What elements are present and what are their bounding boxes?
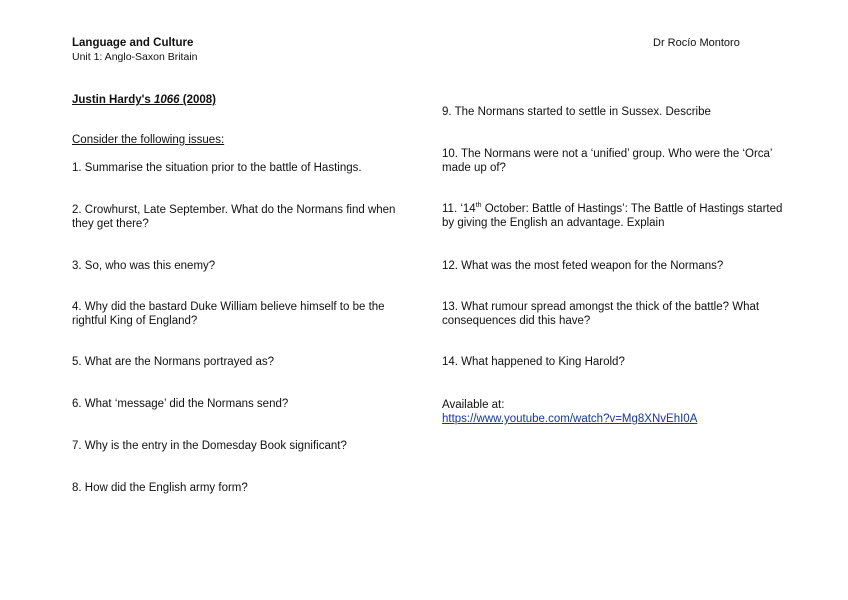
question-11-start: 11. ‘14	[442, 203, 476, 215]
question-7: 7. Why is the entry in the Domesday Book significant?	[72, 440, 347, 452]
instructions-heading: Consider the following issues:	[72, 134, 225, 146]
question-11	[442, 202, 787, 230]
question-4: 4. Why did the bastard Duke William believe himself to be the rightful King of England?	[72, 301, 385, 327]
question-9: 9. The Normans started to settle in Sussex. Describe	[442, 106, 711, 118]
question-6: 6. What ‘message’ did the Normans send?	[72, 398, 289, 410]
source-link[interactable]: https://www.youtube.com/watch?v=Mg8XNvEhI0A	[442, 413, 698, 425]
question-12: 12. What was the most feted weapon for the Normans?	[442, 260, 724, 272]
author-name: Dr Rocío Montoro	[653, 37, 740, 49]
course-title: Language and Culture	[72, 37, 194, 49]
title-year: (2008)	[179, 94, 217, 106]
document-title	[72, 93, 216, 107]
question-11-rest: October: Battle of Hastings’: The Battle of Hastings started by giving the English an advantage. Explain	[442, 203, 783, 229]
question-1: 1. Summarise the situation prior to the battle of Hastings.	[72, 162, 362, 174]
question-14: 14. What happened to King Harold?	[442, 356, 625, 368]
question-3: 3. So, who was this enemy?	[72, 260, 216, 272]
question-2: 2. Crowhurst, Late September. What do the Normans find when they get there?	[72, 204, 396, 230]
document-header	[72, 36, 198, 64]
source-label: Available at:	[442, 399, 505, 411]
question-13: 13. What rumour spread amongst the thick of the battle? What consequences did this have?	[442, 301, 760, 327]
question-5: 5. What are the Normans portrayed as?	[72, 356, 274, 368]
question-10: 10. The Normans were not a ‘unified’ group. Who were the ‘Orca’ made up of?	[442, 148, 773, 174]
title-prefix: Justin Hardy's	[72, 94, 154, 106]
question-8: 8. How did the English army form?	[72, 482, 248, 494]
source-block	[442, 398, 787, 426]
question-11-ordinal: th	[475, 202, 482, 210]
unit-subtitle: Unit 1: Anglo-Saxon Britain	[72, 51, 198, 63]
title-film: 1066	[153, 94, 180, 106]
